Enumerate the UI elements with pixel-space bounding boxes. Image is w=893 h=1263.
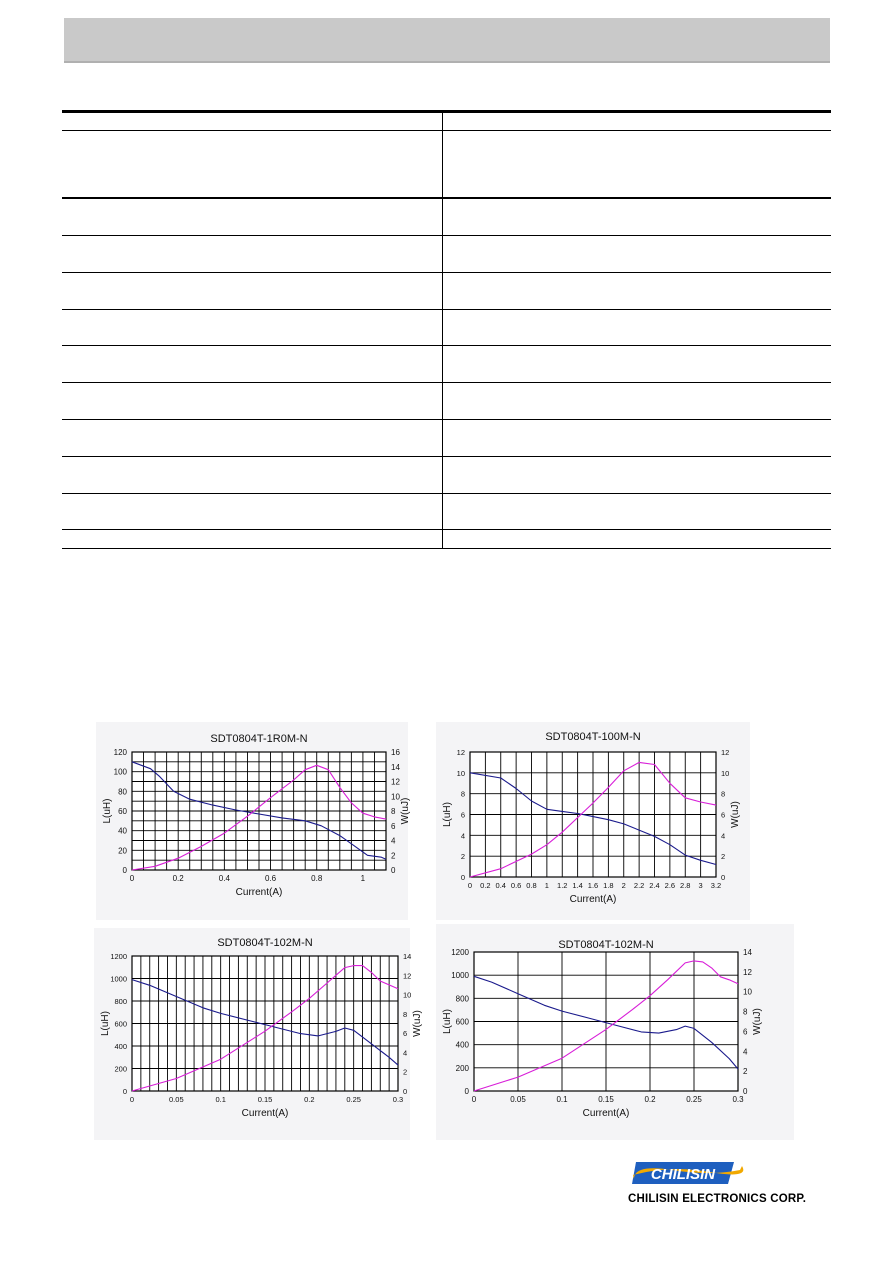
table-rule	[62, 345, 831, 346]
x-tick-label: 3	[698, 881, 703, 890]
table-rule	[62, 130, 831, 131]
x-axis-label: Current(A)	[569, 894, 617, 905]
y-tick-label: 100	[113, 767, 127, 777]
y-tick-label: 6	[460, 810, 465, 820]
y-axis-label: L(uH)	[102, 798, 113, 824]
y2-tick-label: 8	[721, 789, 726, 799]
y2-tick-label: 6	[403, 1029, 408, 1039]
y-tick-label: 60	[118, 807, 127, 816]
chart-sdt0804t-100m-n	[436, 722, 750, 920]
x-axis-label: Current(A)	[582, 1108, 630, 1119]
y2-tick-label: 4	[743, 1047, 748, 1057]
x-tick-label: 2.6	[664, 881, 676, 890]
x-tick-label: 0.6	[264, 874, 277, 883]
y-tick-label: 80	[118, 787, 127, 797]
y2-tick-label: 12	[403, 971, 412, 981]
y2-tick-label: 4	[403, 1048, 408, 1058]
x-tick-label: 0.15	[257, 1095, 273, 1104]
y-tick-label: 600	[114, 1019, 127, 1029]
y2-tick-label: 8	[391, 807, 396, 816]
x-tick-label: 2.2	[633, 881, 645, 890]
chart-title: SDT0804T-102M-N	[558, 939, 654, 951]
table-rule	[62, 529, 831, 530]
table-rule	[62, 272, 831, 273]
y-tick-label: 8	[460, 789, 465, 799]
y-tick-label: 12	[456, 748, 465, 757]
y2-tick-label: 10	[403, 990, 412, 1000]
chart-title: SDT0804T-1R0M-N	[210, 733, 308, 745]
y-tick-label: 1200	[110, 952, 127, 961]
chart-title: SDT0804T-102M-N	[217, 937, 313, 949]
x-tick-label: 0	[467, 881, 473, 890]
x-tick-label: 2.4	[649, 881, 660, 890]
table-rule	[62, 235, 831, 236]
chart-title: SDT0804T-100M-N	[545, 731, 641, 743]
y-tick-label: 1200	[451, 948, 469, 957]
table-rule	[62, 456, 831, 457]
y2-axis-label: W(uJ)	[752, 1008, 763, 1035]
company-name: CHILISIN ELECTRONICS CORP.	[628, 1193, 807, 1205]
y2-tick-label: 10	[743, 987, 752, 997]
x-tick-label: 0.2	[304, 1095, 315, 1104]
x-tick-label: 3.2	[710, 881, 722, 890]
x-tick-label: 0.1	[556, 1095, 568, 1104]
y-tick-label: 1000	[451, 971, 469, 981]
x-tick-label: 0.8	[526, 881, 537, 890]
y-tick-label: 200	[114, 1064, 127, 1074]
y-tick-label: 800	[114, 997, 127, 1006]
y2-tick-label: 0	[743, 1087, 748, 1096]
y-tick-label: 600	[455, 1017, 469, 1027]
y2-tick-label: 6	[743, 1027, 748, 1037]
spec-table	[62, 110, 831, 550]
y2-tick-label: 14	[743, 948, 752, 957]
y2-tick-label: 12	[391, 777, 400, 787]
y-tick-label: 4	[460, 831, 465, 841]
y2-axis-label: W(uJ)	[730, 801, 741, 828]
y-tick-label: 0	[464, 1087, 469, 1096]
y2-tick-label: 6	[721, 810, 726, 820]
y2-tick-label: 2	[721, 852, 726, 862]
x-tick-label: 0.25	[686, 1095, 702, 1104]
y-tick-label: 200	[455, 1063, 469, 1073]
table-rule	[62, 382, 831, 383]
chart-svg	[436, 924, 794, 1140]
y-tick-label: 0	[122, 1087, 127, 1096]
y2-tick-label: 12	[721, 748, 730, 757]
x-tick-label: 1.4	[572, 881, 583, 890]
header-bar	[64, 18, 830, 63]
x-tick-label: 1	[360, 874, 366, 883]
y2-tick-label: 10	[721, 768, 730, 778]
y2-tick-label: 16	[391, 748, 400, 757]
table-rule	[62, 197, 831, 199]
logo-brand-text: CHILISIN	[650, 1166, 716, 1183]
y-tick-label: 1000	[110, 974, 127, 984]
x-tick-label: 0.2	[480, 881, 491, 890]
x-tick-label: 0	[129, 1095, 135, 1104]
y2-tick-label: 4	[721, 831, 726, 841]
table-rule	[62, 419, 831, 420]
y-tick-label: 0	[122, 866, 127, 875]
chart-svg	[94, 928, 423, 1140]
chart-sdt0804t-1r0m-n	[96, 722, 411, 920]
x-tick-label: 0.1	[215, 1095, 226, 1104]
x-tick-label: 0.2	[172, 874, 184, 883]
x-tick-label: 0.25	[346, 1095, 361, 1104]
y2-tick-label: 0	[403, 1087, 408, 1096]
chart-sdt0804t-102m-n-right	[436, 924, 794, 1140]
y2-tick-label: 8	[403, 1009, 408, 1019]
y2-tick-label: 12	[743, 967, 752, 977]
y-axis-label: L(uH)	[442, 801, 453, 828]
x-tick-label: 0.4	[495, 881, 506, 890]
y2-tick-label: 14	[391, 762, 400, 772]
x-tick-label: 1.2	[557, 881, 568, 890]
y2-axis-label: W(uJ)	[400, 797, 411, 825]
y-tick-label: 400	[455, 1040, 469, 1050]
y2-tick-label: 0	[391, 866, 396, 875]
y-tick-label: 120	[113, 748, 127, 757]
x-tick-label: 0	[129, 874, 135, 883]
table-column-divider	[442, 113, 443, 549]
x-tick-label: 2	[621, 881, 626, 890]
company-logo	[628, 1158, 828, 1210]
chart-svg	[436, 722, 750, 920]
x-tick-label: 0.05	[169, 1095, 184, 1104]
x-tick-label: 1.6	[587, 881, 599, 890]
x-tick-label: 0	[471, 1095, 477, 1104]
x-tick-label: 0.15	[598, 1095, 614, 1104]
y-tick-label: 400	[114, 1042, 127, 1051]
y-tick-label: 10	[456, 768, 465, 778]
x-tick-label: 1.8	[603, 881, 614, 890]
x-tick-label: 0.2	[644, 1095, 656, 1104]
x-tick-label: 0.8	[311, 874, 323, 883]
y-tick-label: 40	[118, 826, 127, 836]
x-axis-label: Current(A)	[241, 1108, 289, 1119]
x-tick-label: 0.3	[392, 1095, 404, 1104]
chart-sdt0804t-102m-n-left	[94, 928, 423, 1140]
x-tick-label: 0.3	[732, 1095, 744, 1104]
y-tick-label: 20	[118, 846, 127, 856]
y2-tick-label: 8	[743, 1007, 748, 1017]
table-rule	[62, 309, 831, 310]
y-tick-label: 0	[460, 873, 465, 882]
x-tick-label: 0.6	[510, 881, 522, 890]
y2-axis-label: W(uJ)	[412, 1010, 423, 1037]
x-tick-label: 0.05	[510, 1095, 526, 1104]
y2-tick-label: 6	[391, 821, 396, 831]
x-tick-label: 0.4	[218, 874, 230, 883]
y2-tick-label: 2	[403, 1067, 408, 1077]
y2-tick-label: 2	[391, 851, 396, 861]
chart-svg	[96, 722, 411, 920]
table-rule	[62, 493, 831, 494]
y-tick-label: 2	[460, 852, 465, 862]
y-axis-label: L(uH)	[100, 1010, 111, 1037]
table-rule	[62, 548, 831, 549]
x-axis-label: Current(A)	[235, 887, 283, 898]
y2-tick-label: 2	[743, 1067, 748, 1077]
y2-tick-label: 0	[721, 873, 726, 882]
x-tick-label: 1	[544, 881, 549, 890]
chilisin-logo-mark	[630, 1158, 742, 1188]
table-rule	[62, 110, 831, 113]
y2-tick-label: 10	[391, 792, 400, 802]
y2-tick-label: 14	[403, 952, 412, 961]
y-axis-label: L(uH)	[442, 1008, 453, 1035]
y-tick-label: 800	[455, 994, 469, 1004]
y2-tick-label: 4	[391, 836, 396, 846]
x-tick-label: 2.8	[680, 881, 691, 890]
